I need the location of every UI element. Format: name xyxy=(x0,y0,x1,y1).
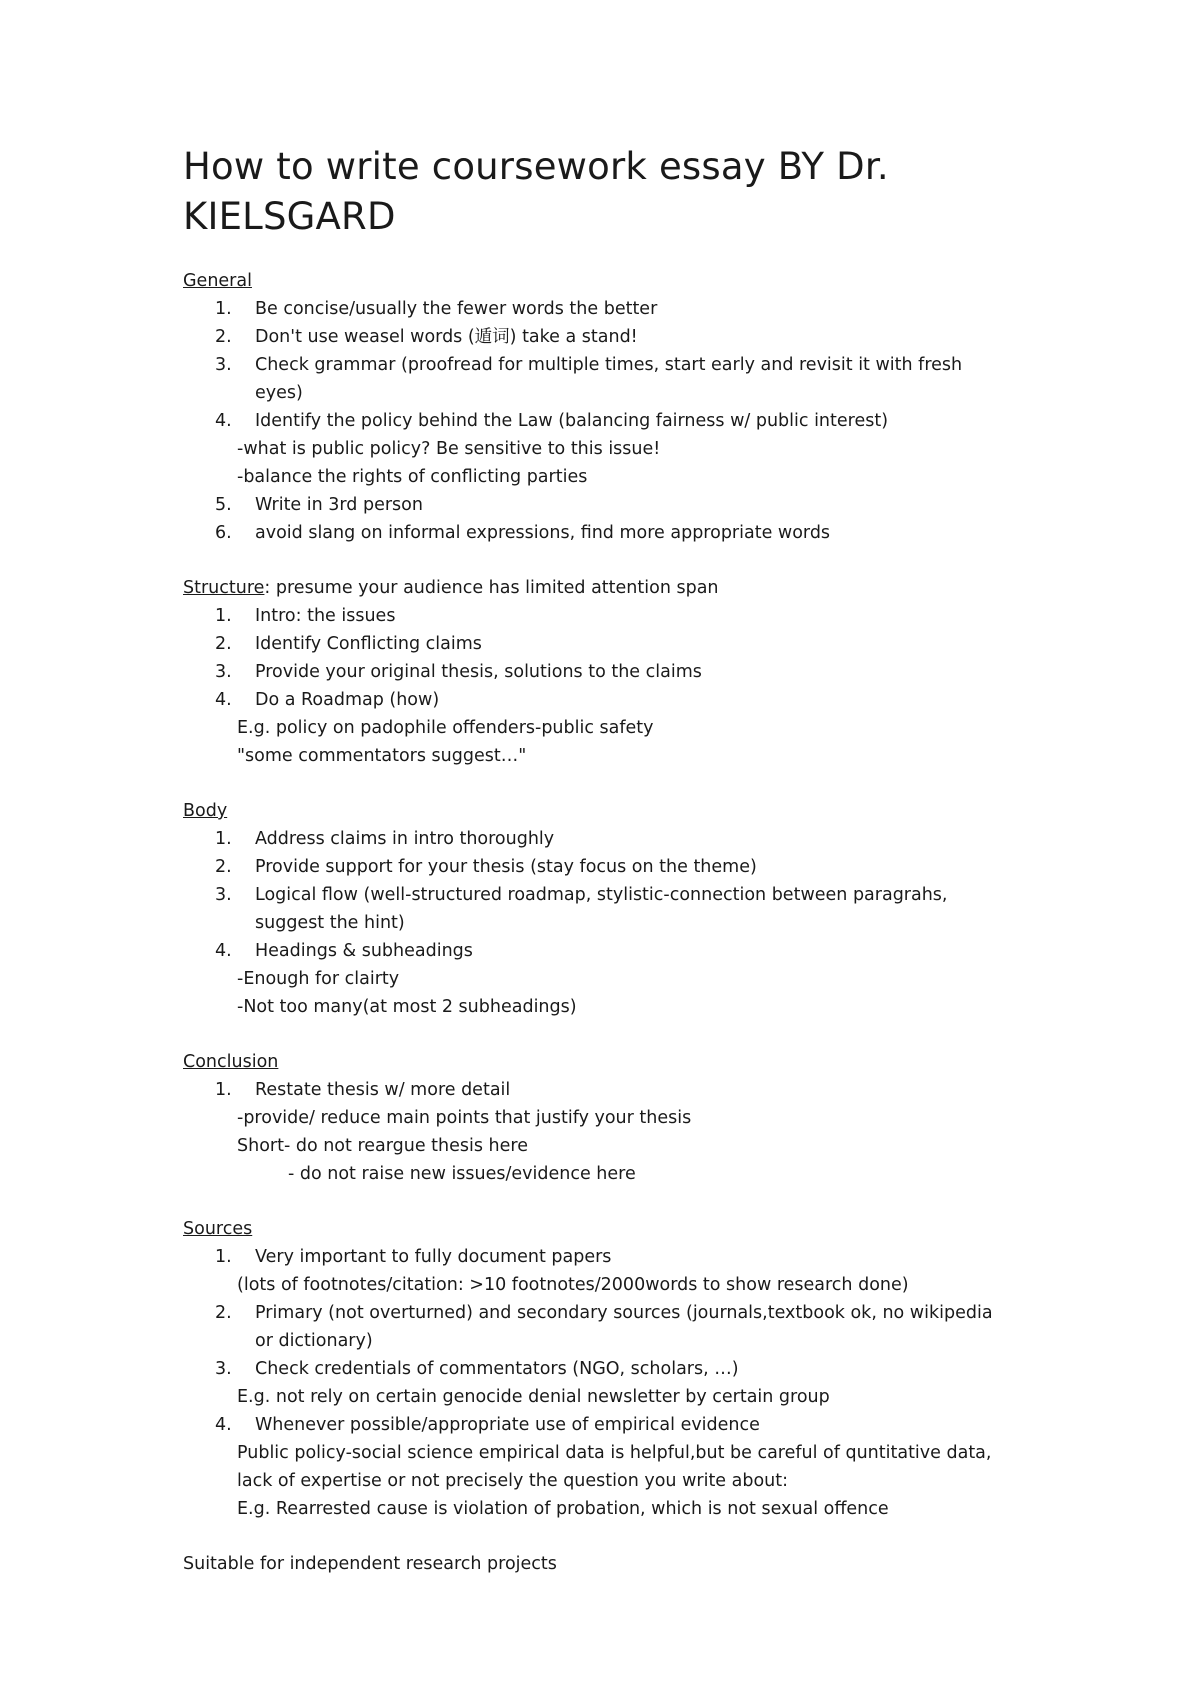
list-subitem: -provide/ reduce main points that justify your thesis xyxy=(237,1108,692,1128)
list-subitem: E.g. not rely on certain genocide denial newsletter by certain group xyxy=(237,1387,830,1407)
section-heading-sources: Sources xyxy=(183,1219,253,1239)
list-subitem: - do not raise new issues/evidence here xyxy=(288,1164,636,1184)
document-page: How to write coursework essay BY Dr. KIELSGARD General 1. Be concise/usually the fewer words the better 2. Don't use weasel words (遁词) take a stand! 3. Check grammar (proofread for multiple times, start early and revisit it with fresh eyes) 4. Identify the policy behind the Law (balancing fairness w/ public interest) -what is public policy? Be sensitive to this issue! -balance the rights of conflicting parties 5. Write in 3rd person 6. avoid slang on informal expressions, find more appropriate words Structure: presume your audience has limited attention span 1. Intro: the issues 2. Identify Conflicting claims 3. Provide your original thesis, solutions to the claims 4. Do a Roadmap (how) E.g. policy on padophile offenders-public safety "some commentators suggest…" Body 1. Address claims in intro thoroughly 2. Provide support for your thesis (stay focus on the theme) 3. Logical flow (well-structured roadmap, stylistic-connection between paragrahs, suggest the hint) 4. Headings & subheadings -Enough for clairty -Not too many(at most 2 subheadings) Conclusion 1. Restate thesis w/ more detail -provide/ reduce main points that justify your thesis Short- do not reargue thesis here - do not raise new issues/evidence here Sources 1. Very important to fully document papers (lots of footnotes/citation: >10 footnotes/2000words to show research done) 2. Primary (not overturned) and secondary sources (journals,textbook ok, no wikipedia or dictionary) 3. Check credentials of commentators (NGO, scholars, …) E.g. not rely on certain genocide denial newsletter by certain group 4. Whenever possible/appropriate use of empirical evidence Public policy-social science empirical data is helpful,but be careful of quntitative data, lack of expertise or not precisely the question you write about: E.g. Rearrested cause is violation of probation, which is not sexual offence Suitable for independent research projects xyxy=(0,0,1200,1698)
closing-note: Suitable for independent research projects xyxy=(183,1554,557,1574)
section-heading-body: Body xyxy=(183,801,228,821)
list-subitem: "some commentators suggest…" xyxy=(237,746,527,766)
list-item-continuation: eyes) xyxy=(255,383,303,403)
section-heading-structure: Structure: presume your audience has limited attention span xyxy=(183,578,719,598)
list-item-continuation: suggest the hint) xyxy=(255,913,405,933)
list-subitem: lack of expertise or not precisely the question you write about: xyxy=(237,1471,789,1491)
list-subitem: -Enough for clairty xyxy=(237,969,400,989)
document-title: How to write coursework essay BY Dr. KIELSGARD xyxy=(183,145,889,238)
list-subitem: Public policy-social science empirical data is helpful,but be careful of quntitative data, xyxy=(237,1443,992,1463)
list-subitem: E.g. policy on padophile offenders-public safety xyxy=(237,718,654,738)
list-subitem: -balance the rights of conflicting parties xyxy=(237,467,588,487)
list-item-continuation: or dictionary) xyxy=(255,1331,373,1351)
list-subitem: Short- do not reargue thesis here xyxy=(237,1136,528,1156)
list-subitem: (lots of footnotes/citation: >10 footnotes/2000words to show research done) xyxy=(237,1275,909,1295)
list-subitem: -Not too many(at most 2 subheadings) xyxy=(237,997,577,1017)
list-subitem: E.g. Rearrested cause is violation of probation, which is not sexual offence xyxy=(237,1499,889,1519)
section-heading-conclusion: Conclusion xyxy=(183,1052,279,1072)
section-heading-general: General xyxy=(183,271,252,291)
list-subitem: -what is public policy? Be sensitive to this issue! xyxy=(237,439,661,459)
